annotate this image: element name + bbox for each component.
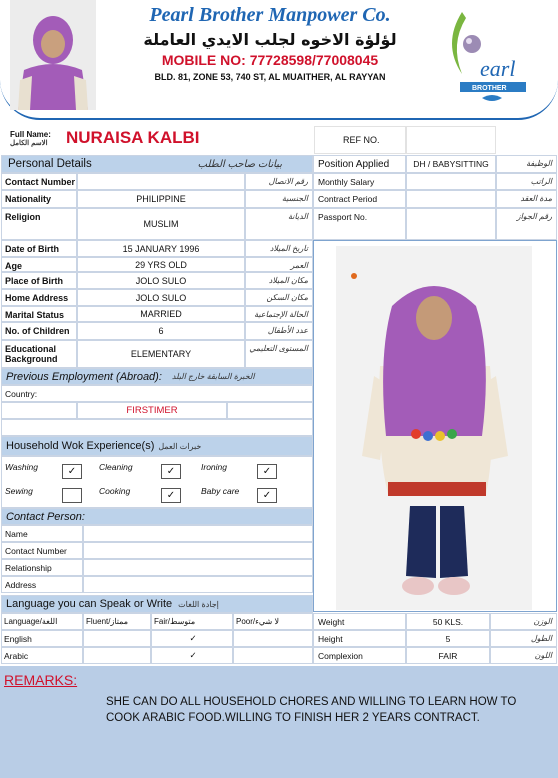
physical-row-value: 50 KLS. xyxy=(406,613,490,630)
position-row-label-ar: الراتب xyxy=(496,173,557,190)
company-logo xyxy=(432,4,532,112)
language-level-mark xyxy=(233,647,313,664)
remarks-label: REMARKS: xyxy=(4,672,78,688)
company-name: Pearl Brother Manpower Co. xyxy=(149,4,391,26)
language-title: Language you can Speak or Write xyxy=(6,598,173,610)
ref-no-label: REF NO. xyxy=(314,126,406,154)
company-mobile: MOBILE NO: 77728598/77008045 xyxy=(161,52,379,68)
language-title-ar: إجادة اللغات xyxy=(178,599,219,609)
household-header xyxy=(1,436,313,456)
household-item-label: Ironing xyxy=(201,462,227,472)
applicant-photo-full xyxy=(336,246,532,610)
contact-row-value xyxy=(83,576,313,593)
employment-title-ar: الخبرة السابقة خارج البلد xyxy=(171,372,255,381)
language-col-header: Fluent/ممتاز xyxy=(83,613,151,630)
logo-text: earl xyxy=(480,56,516,81)
personal-row-label: Marital Status xyxy=(1,306,77,322)
employment-country-label: Country: xyxy=(1,385,313,402)
personal-row-label: Contact Number xyxy=(1,173,77,190)
household-checkbox: ✓ xyxy=(161,464,181,479)
fullname-label: Full Name: xyxy=(10,130,51,139)
position-row-label-ar: الوظيفة xyxy=(496,155,557,173)
household-checkbox: ✓ xyxy=(257,464,277,479)
personal-row-value xyxy=(77,173,245,190)
household-item-label: Cleaning xyxy=(99,462,133,472)
language-name: Arabic xyxy=(1,647,83,664)
fullname-label-block xyxy=(10,130,66,147)
logo-subtext: BROTHER xyxy=(472,85,507,92)
language-level-mark xyxy=(233,630,313,647)
employment-cell-b xyxy=(227,402,313,419)
personal-row-value: 15 JANUARY 1996 xyxy=(77,240,245,257)
position-row-label: Position Applied xyxy=(313,155,406,173)
contact-row-label: Name xyxy=(1,525,83,542)
personal-row-label: Nationality xyxy=(1,190,77,208)
personal-row-value: JOLO SULO xyxy=(77,289,245,306)
household-checkbox: ✓ xyxy=(62,464,82,479)
company-address: BLD. 81, ZONE 53, 740 ST, AL MUAITHER, AL RAYYAN xyxy=(154,72,386,82)
position-row-label: Contract Period xyxy=(313,190,406,208)
position-row-label: Monthly Salary xyxy=(313,173,406,190)
personal-row-value: JOLO SULO xyxy=(77,272,245,289)
personal-row-label-ar: مكان السكن xyxy=(245,289,313,306)
position-row-label-ar: مدة العقد xyxy=(496,190,557,208)
contact-header: Contact Person: xyxy=(1,508,313,525)
personal-row-label: Religion xyxy=(1,208,77,240)
physical-row-label-ar: الوزن xyxy=(490,613,557,630)
position-row-label: Passport No. xyxy=(313,208,406,240)
physical-row-label-ar: الطول xyxy=(490,630,557,647)
applicant-photo-frame xyxy=(313,240,557,612)
language-level-mark: ✓ xyxy=(151,630,233,647)
personal-row-label-ar: المستوى التعليمي xyxy=(245,340,313,368)
company-arabic-name: لؤلؤة الاخوه لجلب الايدي العاملة xyxy=(143,30,397,49)
personal-row-label-ar: الجنسية xyxy=(245,190,313,208)
language-col-header: Poor/لا شيء xyxy=(233,613,313,630)
personal-row-label-ar: تاريخ الميلاد xyxy=(245,240,313,257)
household-item-label: Washing xyxy=(5,462,38,472)
personal-details-header xyxy=(1,155,313,173)
personal-row-label: Home Address xyxy=(1,289,77,306)
personal-row-label-ar: الديانة xyxy=(245,208,313,240)
language-level-mark: ✓ xyxy=(151,647,233,664)
physical-row-value: 5 xyxy=(406,630,490,647)
personal-row-value: 29 YRS OLD xyxy=(77,257,245,272)
personal-row-label: Place of Birth xyxy=(1,272,77,289)
contact-row-value xyxy=(83,542,313,559)
personal-details-title: Personal Details xyxy=(8,158,92,170)
household-item-label: Baby care xyxy=(201,486,240,496)
contact-row-label: Relationship xyxy=(1,559,83,576)
personal-row-label-ar: العمر xyxy=(245,257,313,272)
language-level-mark xyxy=(83,647,151,664)
position-row-value xyxy=(406,208,496,240)
personal-row-value: MUSLIM xyxy=(77,208,245,240)
physical-row-value: FAIR xyxy=(406,647,490,664)
personal-row-label: Age xyxy=(1,257,77,272)
personal-details-title-ar: بيانات صاحب الطلب xyxy=(197,158,282,170)
household-checkbox: ✓ xyxy=(161,488,181,503)
language-header xyxy=(1,595,313,613)
physical-row-label: Weight xyxy=(313,613,406,630)
household-checkbox xyxy=(62,488,82,503)
contact-row-label: Contact Number xyxy=(1,542,83,559)
fullname-label-ar: الاسم الكامل xyxy=(10,140,48,147)
remarks-text: SHE CAN DO ALL HOUSEHOLD CHORES AND WILLING TO LEARN HOW TO COOK ARABIC FOOD.WILLING TO FINISH HER 2 YEARS CONTRACT. xyxy=(106,696,517,724)
position-row-value: DH / BABYSITTING xyxy=(406,155,496,173)
household-title: Household Wok Experience(s) xyxy=(6,440,155,452)
personal-row-value: PHILIPPINE xyxy=(77,190,245,208)
employment-title: Previous Employment (Abroad): xyxy=(6,370,162,383)
personal-row-label-ar: رقم الاتصال xyxy=(245,173,313,190)
language-name: English xyxy=(1,630,83,647)
personal-row-label-ar: الحالة الإجتماعية xyxy=(245,306,313,322)
employment-cell-c xyxy=(1,419,313,436)
personal-row-label-ar: مكان الميلاد xyxy=(245,272,313,289)
language-col-header: Language/اللغة xyxy=(1,613,83,630)
personal-row-value: ELEMENTARY xyxy=(77,340,245,368)
employment-header xyxy=(1,368,313,385)
position-row-value xyxy=(406,190,496,208)
contact-row-value xyxy=(83,525,313,542)
household-item-label: Cooking xyxy=(99,486,131,496)
personal-row-value: MARRIED xyxy=(77,306,245,322)
personal-row-label: Educational Background xyxy=(1,340,77,368)
employment-value: FIRSTIMER xyxy=(77,402,227,419)
language-level-mark xyxy=(83,630,151,647)
personal-row-value: 6 xyxy=(77,322,245,340)
personal-row-label: No. of Children xyxy=(1,322,77,340)
personal-row-label-ar: عدد الأطفال xyxy=(245,322,313,340)
company-info xyxy=(105,4,435,82)
household-title-ar: خبرات العمل xyxy=(158,441,202,451)
fullname-value: NURAISA KALBI xyxy=(66,128,200,147)
language-col-header: Fair/متوسط xyxy=(151,613,233,630)
position-row-label-ar: رقم الجواز xyxy=(496,208,557,240)
applicant-photo-small xyxy=(10,0,96,110)
employment-cell-a xyxy=(1,402,77,419)
personal-row-label: Date of Birth xyxy=(1,240,77,257)
position-row-value xyxy=(406,173,496,190)
contact-row-value xyxy=(83,559,313,576)
physical-row-label: Complexion xyxy=(313,647,406,664)
physical-row-label: Height xyxy=(313,630,406,647)
household-checkbox: ✓ xyxy=(257,488,277,503)
physical-row-label-ar: اللون xyxy=(490,647,557,664)
contact-row-label: Address xyxy=(1,576,83,593)
ref-no-value xyxy=(406,126,496,154)
household-item-label: Sewing xyxy=(5,486,33,496)
